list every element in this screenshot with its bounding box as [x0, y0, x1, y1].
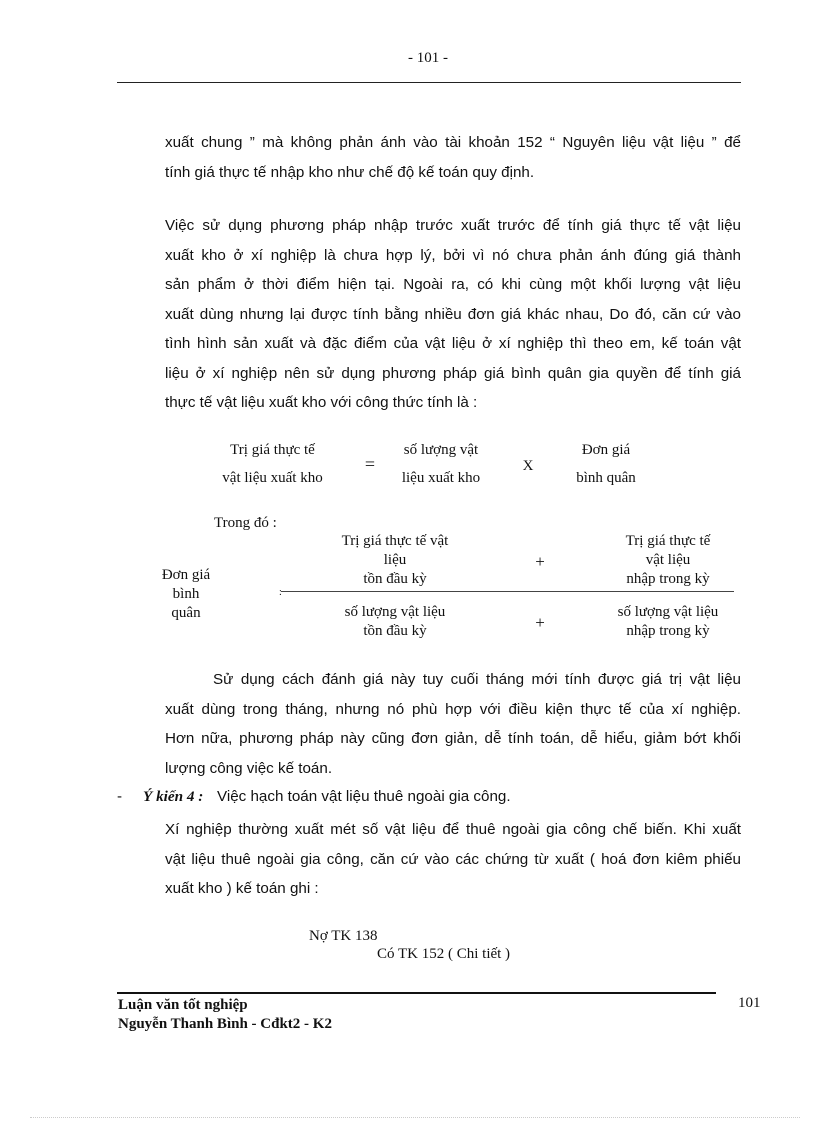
paragraph-2-line: tình hình sản xuất và đặc điểm của vật liệu ở xí nghiệp thì theo em, kế toán vật [165, 335, 741, 352]
opinion-4-text: Việc hạch toán vật liệu thuê ngoài gia công. [217, 788, 511, 805]
formula2-den-right-line1: số lượng vật liệu [617, 604, 719, 620]
formula-equals-sign: = [364, 454, 376, 474]
formula2-colon: : [279, 587, 282, 598]
page-bottom-edge [30, 1117, 800, 1118]
formula2-num-right-line3: nhập trong kỳ [626, 571, 710, 587]
paragraph-3-line: xuất dùng trong tháng, nhưng nó phù hợp với điều kiện thực tế của xí nghiệp. [165, 700, 741, 718]
formula2-lhs-line3: quân [171, 605, 201, 621]
paragraph-2-line: sản phẩm ở thời điểm hiện tại. Ngoài ra, có khi cùng một khối lượng vật liệu [165, 276, 741, 293]
opinion-4-dash: - [117, 788, 123, 805]
footer-rule [117, 992, 716, 994]
opinion-4-label: Ý kiến 4 : [143, 788, 204, 805]
formula2-num-left-line1: Trị giá thực tế vật [341, 533, 449, 549]
paragraph-1 [165, 128, 741, 187]
paragraph-1-line: xuất chung ” mà không phản ánh vào tài khoản 152 “ Nguyên liệu vật liệu ” để [165, 134, 741, 151]
paragraph-1-line: tính giá thực tế nhập kho như chế độ kế toán quy định. [165, 163, 535, 181]
paragraph-2-line: xuất dùng nhưng lại được tính bằng nhiều đơn giá khác nhau, Do đó, căn cứ vào [165, 305, 741, 323]
formula-lhs-line2: vật liệu xuất kho [222, 470, 323, 486]
paragraph-2 [165, 211, 741, 418]
opinion-4 [117, 788, 511, 805]
formula-times-sign: X [522, 458, 534, 474]
formula2-den-plus: + [535, 613, 545, 632]
paragraph-4-line: vật liệu thuê ngoài gia công, căn cứ vào các chứng từ xuất ( hoá đơn kiêm phiếu [165, 850, 741, 868]
paragraph-4-line: Xí nghiệp thường xuất mét số vật liệu để thuê ngoài gia công chế biến. Khi xuất [165, 821, 741, 838]
formula2-lhs-line2: bình [172, 586, 200, 602]
formula-lhs-line1: Trị giá thực tế [230, 442, 315, 458]
paragraph-4 [165, 815, 741, 904]
paragraph-2-line: thực tế vật liệu xuất kho với công thức tính là : [165, 394, 478, 411]
formula2-den-left-line1: số lượng vật liệu [344, 604, 446, 620]
paragraph-4-line: xuất kho ) kế toán ghi : [165, 880, 319, 897]
formula-term1-line1: số lượng vật [403, 442, 479, 458]
footer-page-number: 101 [738, 995, 761, 1011]
paragraph-2-line: xuất kho ở xí nghiệp là chưa hợp lý, bởi vì nó chưa phản ánh đúng giá thành [165, 246, 741, 264]
fraction-bar [281, 591, 734, 592]
formula-term2-line2: bình quân [576, 470, 636, 486]
footer-title: Luận văn tốt nghiệp [118, 997, 248, 1013]
formula2-den-left-line2: tồn đầu kỳ [363, 623, 427, 639]
formula2-lhs-line1: Đơn giá [161, 567, 211, 583]
formula2-num-plus: + [535, 552, 545, 571]
formula-term1-line2: liệu xuất kho [401, 470, 481, 486]
formula2-den-right-line2: nhập trong kỳ [626, 623, 710, 639]
formula2-num-right-line2: vật liệu [645, 552, 691, 568]
formula2-num-left-line3: tồn đầu kỳ [363, 571, 427, 587]
paragraph-3-line: Hơn nữa, phương pháp này cũng đơn giản, dễ tính toán, dễ hiểu, giảm bớt khối [165, 730, 741, 747]
entry-debit: Nợ TK 138 [309, 928, 378, 944]
entry-credit: Có TK 152 ( Chi tiết ) [377, 946, 511, 962]
paragraph-3 [165, 665, 741, 783]
paragraph-3-line: Sử dụng cách đánh giá này tuy cuối tháng mới tính được giá trị vật liệu [213, 671, 741, 688]
formula-intro: Trong đó : [214, 515, 277, 531]
footer-author: Nguyễn Thanh Bình - Cđkt2 - K2 [118, 1016, 332, 1032]
header-page-number: - 101 - [408, 50, 448, 66]
paragraph-3-line: lượng công việc kế toán. [165, 759, 333, 777]
formula-term2-line1: Đơn giá [581, 442, 631, 458]
paragraph-2-line: liệu ở xí nghiệp nên sử dụng phương pháp giá bình quân gia quyền để tính giá [165, 364, 741, 382]
formula2-num-left-line2: liệu [383, 552, 407, 568]
paragraph-2-line: Việc sử dụng phương pháp nhập trước xuất trước để tính giá thực tế vật liệu [165, 217, 741, 234]
header-rule [117, 82, 741, 83]
formula2-num-right-line1: Trị giá thực tế [625, 533, 711, 549]
